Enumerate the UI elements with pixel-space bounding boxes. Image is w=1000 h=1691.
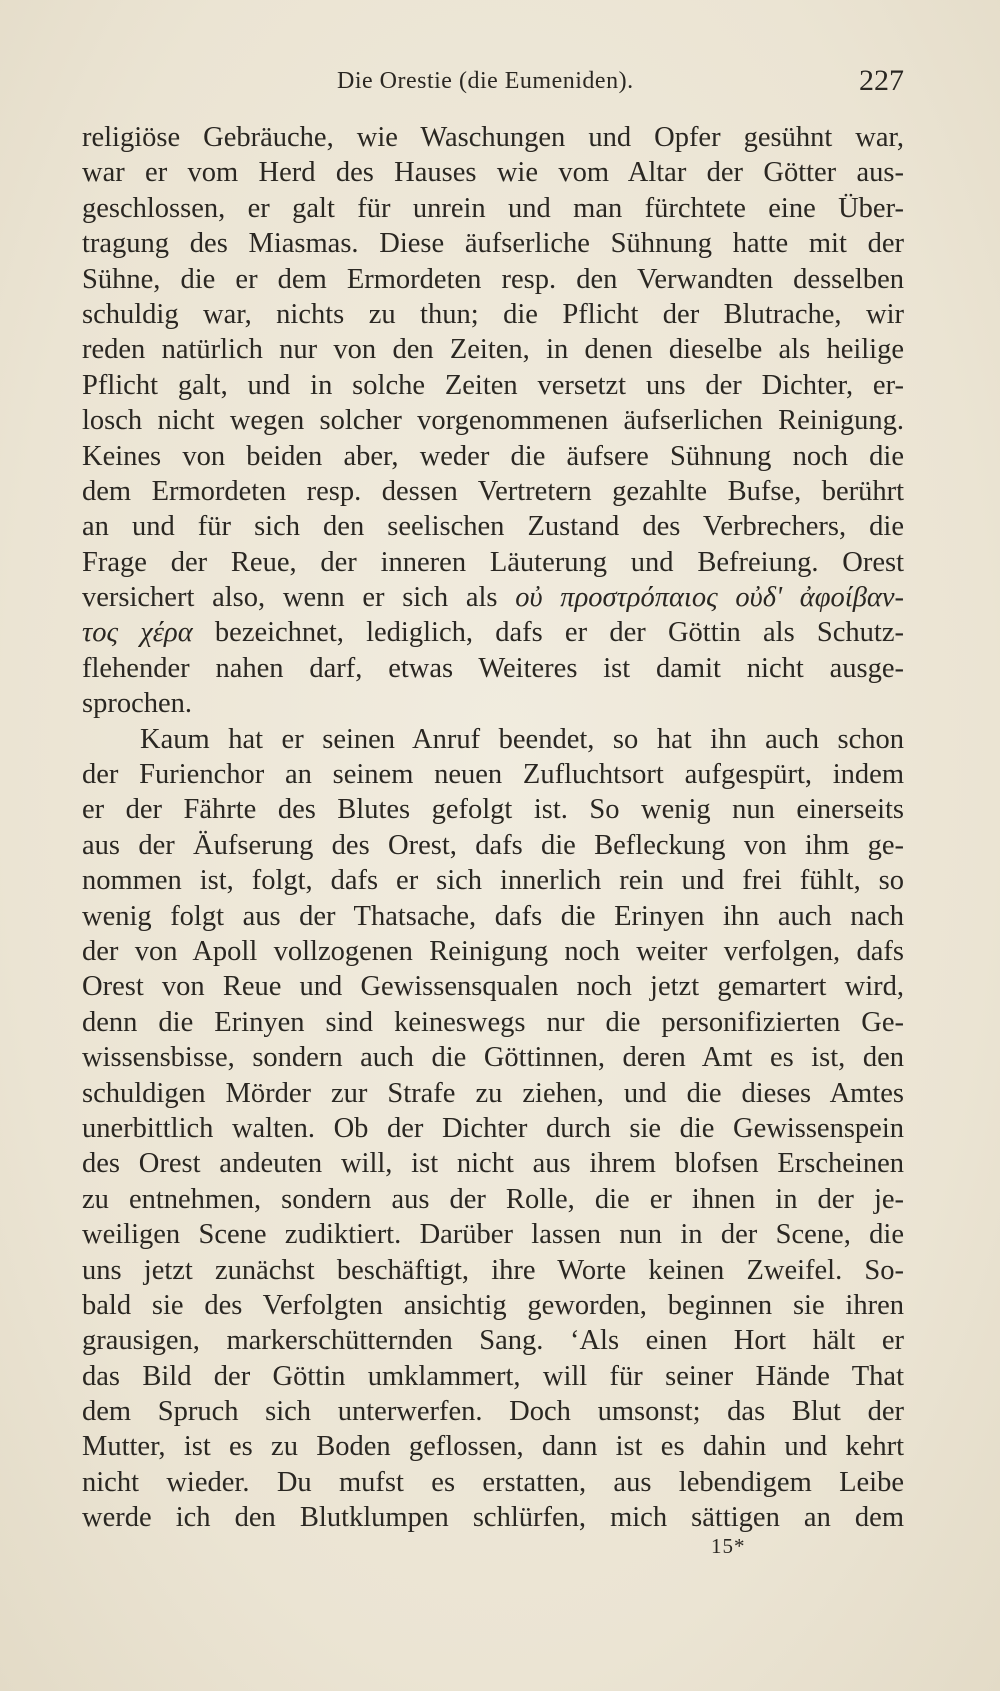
page-header bbox=[82, 62, 904, 102]
text-line: das Bild der Göttin umklammert, will für seiner Hände That bbox=[82, 1360, 904, 1392]
text-line: Keines von beiden aber, weder die äufsere Sühnung noch die bbox=[82, 440, 904, 472]
text-line: Frage der Reue, der inneren Läuterung und Befreiung. Orest bbox=[82, 546, 904, 578]
text-line: der Furienchor an seinem neuen Zufluchtsort aufgespürt, indem bbox=[82, 759, 904, 791]
text-line: Pflicht galt, und in solche Zeiten versetzt uns der Dichter, er- bbox=[82, 369, 904, 401]
text-line: nommen ist, folgt, dafs er sich innerlich rein und frei fühlt, so bbox=[82, 865, 904, 897]
paragraph-end-line: sprochen. bbox=[82, 688, 193, 720]
text-line: werde ich den Blutklumpen schlürfen, mich sättigen an dem bbox=[82, 1502, 904, 1534]
text-segment: versichert also, wenn er sich als bbox=[82, 582, 516, 614]
text-line: dem Ermordeten resp. dessen Vertretern gezahlte Bufse, berührt bbox=[82, 475, 904, 507]
text-line: an und für sich den seelischen Zustand des Verbrechers, die bbox=[82, 511, 904, 543]
page-number: 227 bbox=[859, 64, 904, 97]
text-line: denn die Erinyen sind keineswegs nur die personifizierten Ge- bbox=[82, 1006, 904, 1038]
printer-signature: 15* bbox=[711, 1534, 746, 1558]
text-line: schuldig war, nichts zu thun; die Pflicht der Blutrache, wir bbox=[82, 298, 904, 330]
text-line: wenig folgt aus der Thatsache, dafs die Erinyen ihn auch nach bbox=[82, 900, 904, 932]
text-line-with-greek bbox=[82, 615, 904, 650]
text-line: unerbittlich walten. Ob der Dichter durch sie die Gewissenspein bbox=[82, 1112, 904, 1144]
text-line: Orest von Reue und Gewissensqualen noch jetzt gemartert wird, bbox=[82, 971, 904, 1003]
text-line: nicht wieder. Du mufst es erstatten, aus lebendigem Leibe bbox=[82, 1466, 904, 1498]
text-segment: bezeichnet, lediglich, dafs er der Göttin als Schutz- bbox=[192, 617, 904, 649]
text-line: Mutter, ist es zu Boden geflossen, dann ist es dahin und kehrt bbox=[82, 1431, 904, 1463]
text-line: bald sie des Verfolgten ansichtig geworden, beginnen sie ihren bbox=[82, 1289, 904, 1321]
text-line-with-greek bbox=[82, 580, 904, 615]
text-line: war er vom Herd des Hauses wie vom Altar der Götter aus- bbox=[82, 157, 904, 189]
text-line: zu entnehmen, sondern aus der Rolle, die er ihnen in der je- bbox=[82, 1183, 904, 1215]
text-line: flehender nahen darf, etwas Weiteres ist damit nicht ausge- bbox=[82, 652, 904, 684]
text-line: weiligen Scene zudiktiert. Darüber lassen nun in der Scene, die bbox=[82, 1219, 904, 1251]
greek-quote: οὐ προστρόπαιος οὐδ' ἀφοίβαν- bbox=[515, 582, 904, 614]
text-line: grausigen, markerschütternden Sang. ‘Als einen Hort hält er bbox=[82, 1325, 904, 1357]
greek-quote: τος χέρα bbox=[82, 617, 193, 649]
text-line: schuldigen Mörder zur Strafe zu ziehen, und die dieses Amtes bbox=[82, 1077, 904, 1109]
text-line: religiöse Gebräuche, wie Waschungen und Opfer gesühnt war, bbox=[82, 122, 904, 153]
paragraph-first-line: Kaum hat er seinen Anruf beendet, so hat ihn auch schon bbox=[140, 723, 904, 755]
text-line: der von Apoll vollzogenen Reinigung noch weiter verfolgen, dafs bbox=[82, 935, 904, 967]
text-line: losch nicht wegen solcher vorgenommenen äufserlichen Reinigung. bbox=[82, 405, 904, 437]
text-line: wissensbisse, sondern auch die Göttinnen, deren Amt es ist, den bbox=[82, 1042, 904, 1074]
text-line: aus der Äufserung des Orest, dafs die Befleckung von ihm ge- bbox=[82, 829, 904, 861]
text-line: tragung des Miasmas. Diese äufserliche Sühnung hatte mit der bbox=[82, 228, 904, 260]
body-text bbox=[82, 120, 904, 1536]
text-line: Sühne, die er dem Ermordeten resp. den Verwandten desselben bbox=[82, 263, 904, 295]
text-line: dem Spruch sich unterwerfen. Doch umsonst; das Blut der bbox=[82, 1396, 904, 1428]
text-line: des Orest andeuten will, ist nicht aus ihrem blofsen Erscheinen bbox=[82, 1148, 904, 1180]
text-line: er der Fährte des Blutes gefolgt ist. So wenig nun einerseits bbox=[82, 794, 904, 826]
text-line: reden natürlich nur von den Zeiten, in denen dieselbe als heilige bbox=[82, 334, 904, 366]
running-title: Die Orestie (die Eumeniden). bbox=[337, 68, 634, 94]
text-line: uns jetzt zunächst beschäftigt, ihre Worte keinen Zweifel. So- bbox=[82, 1254, 904, 1286]
text-line: geschlossen, er galt für unrein und man fürchtete eine Über- bbox=[82, 192, 904, 224]
